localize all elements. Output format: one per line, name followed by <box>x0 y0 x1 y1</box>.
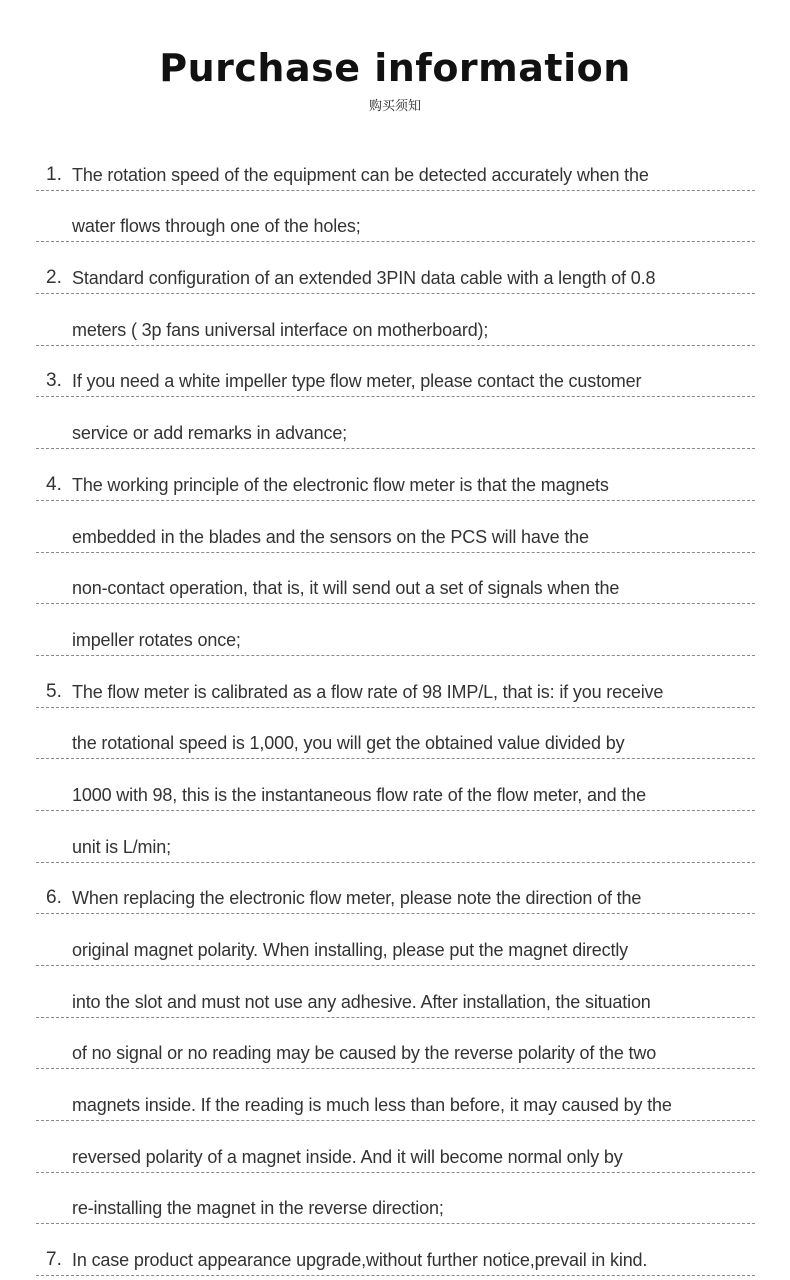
item-text-line: impeller rotates once; <box>72 629 241 650</box>
item-text-line: The flow meter is calibrated as a flow rate of 98 IMP/L, that is: if you receive <box>72 681 664 702</box>
list-line <box>36 1018 755 1070</box>
item-text-line: into the slot and must not use any adhesive. After installation, the situation <box>72 991 651 1012</box>
list-line <box>36 656 755 708</box>
item-text-line: The rotation speed of the equipment can be detected accurately when the <box>72 164 649 185</box>
item-text-line: Standard configuration of an extended 3PIN data cable with a length of 0.8 <box>72 268 656 289</box>
item-text-line: 1000 with 98, this is the instantaneous flow rate of the flow meter, and the <box>72 784 646 805</box>
item-text-line: re-installing the magnet in the reverse direction; <box>72 1198 444 1219</box>
item-text-line: original magnet polarity. When installing, please put the magnet directly <box>72 940 629 960</box>
list-line <box>36 397 755 449</box>
list-line <box>36 449 755 501</box>
item-text-line: the rotational speed is 1,000, you will get the obtained value divided by <box>72 733 625 754</box>
item-number: 2. <box>46 267 62 289</box>
item-text-line: The working principle of the electronic flow meter is that the magnets <box>72 474 609 495</box>
list-line <box>36 863 755 915</box>
page-subtitle: 购买须知 <box>368 99 421 114</box>
list-line <box>36 811 755 863</box>
item-text-line: non-contact operation, that is, it will send out a set of signals when the <box>72 578 620 599</box>
list-line <box>36 966 755 1018</box>
list-line <box>36 759 755 811</box>
list-line <box>36 604 755 656</box>
list-line <box>36 191 755 243</box>
item-number: 6. <box>46 887 62 909</box>
item-text-line: of no signal or no reading may be caused by the reverse polarity of the two <box>72 1043 657 1064</box>
item-number: 7. <box>46 1249 62 1271</box>
item-text-line: reversed polarity of a magnet inside. And it will become normal only by <box>72 1146 623 1167</box>
list-line <box>36 914 755 966</box>
list-line <box>36 242 755 294</box>
page-title: Purchase information <box>159 46 631 90</box>
list-line <box>36 1224 755 1276</box>
item-number: 3. <box>46 370 62 392</box>
item-text-line: water flows through one of the holes; <box>72 216 361 237</box>
item-text-line: If you need a white impeller type flow meter, please contact the customer <box>72 371 642 392</box>
item-text-line: In case product appearance upgrade,without further notice,prevail in kind. <box>72 1250 648 1271</box>
item-text-line: embedded in the blades and the sensors on the PCS will have the <box>72 526 589 547</box>
item-number: 1. <box>46 163 62 185</box>
item-text-line: When replacing the electronic flow meter, please note the direction of the <box>72 888 642 909</box>
item-number: 5. <box>46 680 62 702</box>
list-line <box>36 294 755 346</box>
list-line <box>36 708 755 760</box>
item-text-line: service or add remarks in advance; <box>72 423 348 444</box>
item-text-line: meters ( 3p fans universal interface on motherboard); <box>72 319 489 340</box>
item-number: 4. <box>46 473 62 495</box>
item-text-line: unit is L/min; <box>72 836 171 857</box>
list-line <box>36 346 755 398</box>
list-line <box>36 501 755 553</box>
list-line <box>36 1173 755 1225</box>
purchase-info-list <box>36 139 755 1276</box>
list-line <box>36 1069 755 1121</box>
item-text-line: magnets inside. If the reading is much less than before, it may caused by the <box>72 1095 672 1116</box>
list-line <box>36 139 755 191</box>
list-line <box>36 553 755 605</box>
list-line <box>36 1121 755 1173</box>
